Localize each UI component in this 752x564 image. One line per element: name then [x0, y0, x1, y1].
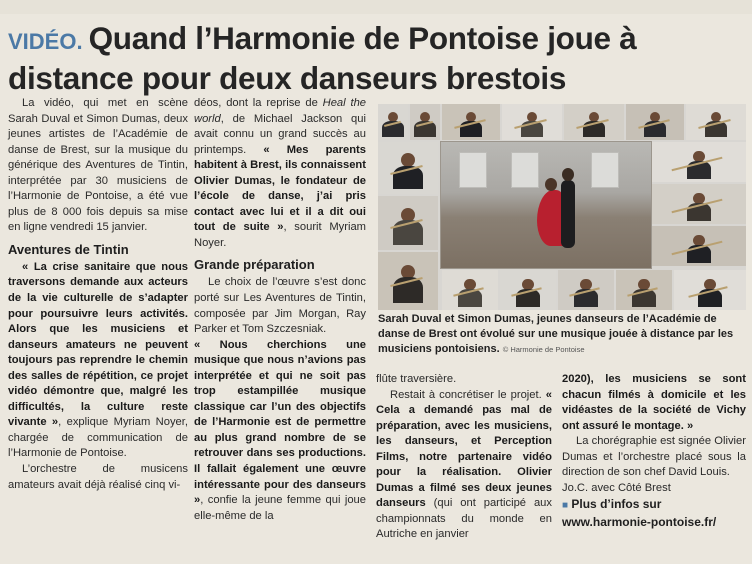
musician-video-tile	[442, 270, 498, 310]
video-mosaic-photo	[378, 104, 746, 310]
dancer-black-suit	[561, 180, 575, 248]
more-info-label: Plus d’infos sur	[571, 497, 662, 512]
dancer-head	[545, 178, 557, 191]
square-bullet-icon: ■	[562, 500, 569, 512]
col3-text-c: (qui ont participé aux championnats du monde en Autriche en janvier	[376, 497, 552, 541]
col4-paragraph-2: La chorégraphie est signée Olivier Dumas et l’orchestre placé sous la direction de son chef David Louis.	[562, 435, 746, 479]
col2-paragraph-3	[194, 338, 366, 525]
quote-attribution: , explique Myriam Noyer, chargée de communication de l’Harmonie de Pontoise.	[8, 416, 188, 460]
col2-text-a: déos, dont la reprise de	[194, 97, 323, 109]
musician-video-tile	[378, 252, 438, 310]
rubric-label: VIDÉO.	[8, 29, 83, 54]
website-url[interactable]: www.harmonie-pontoise.fr/	[562, 515, 717, 530]
musician-video-tile	[502, 104, 562, 140]
musician-video-tile	[686, 104, 746, 140]
col4-quote-end: 2020), les musiciens se sont chacun filmés à domicile et les vidéastes de la société de Vichy ont assuré le montage. »	[562, 373, 746, 432]
dancer-head	[562, 168, 574, 181]
musician-video-tile	[674, 270, 746, 310]
song-title: Heal the world	[194, 97, 367, 125]
col3-text-a: Restait à concrétiser le projet.	[390, 388, 546, 401]
article-column-1	[8, 96, 188, 493]
col2-paragraph-2: Le choix de l’œuvre s’est donc porté sur Les Aventures de Tintin, composée par Jim Morgan, Ray Parker et Tom Szczesniak.	[194, 276, 366, 336]
musician-video-tile	[616, 270, 672, 310]
subheading-tintin: Aventures de Tintin	[8, 241, 129, 257]
col2-ending: , confie la jeune femme qui joue elle-même de la	[194, 494, 366, 522]
window	[459, 152, 487, 188]
author-signature: Jo.C. avec Côté Brest	[562, 481, 671, 494]
col2-attribution: , sourit Myriam Noyer.	[194, 221, 366, 249]
musician-video-tile	[652, 226, 746, 266]
headline-text: Quand l’Harmonie de Pontoise joue à distance pour deux danseurs brestois	[8, 20, 637, 96]
top-page-strip	[0, 0, 752, 14]
musician-video-tile	[626, 104, 684, 140]
col2-quote: « Mes parents habitent à Brest, ils connaissent Olivier Dumas, le fondateur de l’école de danse, j’ai pris contact avec lui et il a dit oui tout de suite »	[194, 143, 366, 234]
dancers-center-frame	[440, 141, 652, 269]
musician-video-tile	[378, 142, 438, 194]
musician-video-tile	[500, 270, 556, 310]
musician-video-tile	[378, 196, 438, 250]
col3-quote: « Cela a demandé pas mal de préparation, avec les musiciens, les danseurs, et Perception Films, notre partenaire vidéo pour la réalisation. Olivier Dumas a filmé ses deux jeunes danseurs	[376, 388, 552, 510]
col3-paragraph-1: flûte traversière.	[376, 373, 457, 385]
caption-text: Sarah Duval et Simon Dumas, jeunes danseurs de l’Académie de danse de Brest ont évolué sur une musique jouée à distance par les musiciens pontoisiens.	[378, 313, 734, 355]
col1-last-paragraph: L’orchestre de musicens amateurs avait déjà réalisé cinq vi-	[8, 463, 188, 491]
quote-text: « La crise sanitaire que nous traversons demande aux acteurs de la vie culturelle de s’adapter pour poursuivre leurs activités. Alors que les musiciens et danseurs amateurs ne peuvent toujours pas reprendre le chemin des salles de répétition, ce projet vidéo démontre que, malgré les difficultés, la culture reste vivante »	[8, 260, 188, 429]
col2-quote-2: « Nous cherchions une musique que nous n’avions pas interprétée et qui ne soit pas trop estampillée musique classique car l’un des objectifs de l’Harmonie est de permettre au plus grand nombre de se retrouver dans ses productions. Il fallait également une œuvre intéressante pour des danseurs »	[194, 338, 366, 507]
article-column-4	[562, 372, 746, 530]
musician-video-tile	[442, 104, 500, 140]
lead-paragraph: La vidéo, qui met en scène Sarah Duval et Simon Dumas, deux jeunes artistes de l’Académie de danse de Brest, sur la musique du générique des Aventures de Tintin, interprétée par 30 musiciens de l’Harmonie de Pontoise, a été vue plus de 8 000 fois depuis sa mise en ligne vendredi 15 janvier.	[8, 97, 188, 234]
photo-caption	[378, 312, 746, 357]
musician-video-tile	[378, 104, 408, 140]
col3-paragraph-2	[376, 388, 552, 543]
musician-video-tile	[564, 104, 624, 140]
article-column-2	[194, 96, 366, 524]
col2-text-b: , de Michael Jackson qui avait connu un grand succès au printemps.	[194, 112, 366, 156]
quote-paragraph	[8, 260, 188, 462]
musician-video-tile	[410, 104, 440, 140]
article-column-3	[376, 372, 552, 543]
photo-credit: © Harmonie de Pontoise	[502, 345, 585, 354]
window	[511, 152, 539, 188]
article-headline	[8, 20, 744, 96]
more-info-block	[562, 496, 746, 530]
musician-video-tile	[558, 270, 614, 310]
musician-video-tile	[652, 184, 746, 224]
musician-video-tile	[652, 142, 746, 182]
window	[591, 152, 619, 188]
col2-paragraph-1	[194, 96, 366, 251]
subheading-preparation: Grande préparation	[194, 257, 315, 273]
